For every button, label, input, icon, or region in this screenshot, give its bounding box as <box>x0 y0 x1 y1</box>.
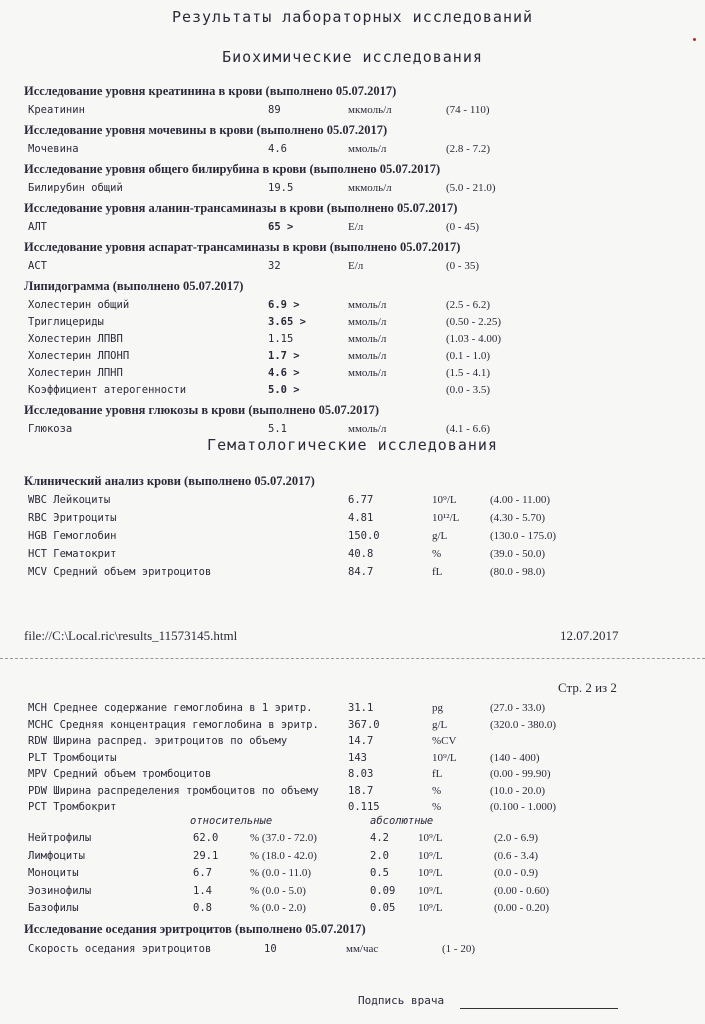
test-reference: (1.5 - 4.1) <box>446 367 490 379</box>
test-value: 31.1 <box>348 702 374 714</box>
cell-name: Нейтрофилы <box>28 832 92 844</box>
result-row <box>28 367 678 383</box>
test-name: MCV Средний объем эритроцитов <box>28 566 212 578</box>
test-group-title: Исследование уровня мочевины в крови (выполнено 05.07.2017) <box>24 123 388 137</box>
test-value: 40.8 <box>348 548 374 560</box>
test-reference: (1.03 - 4.00) <box>446 333 501 345</box>
test-group-title: Исследование уровня глюкозы в крови (выполнено 05.07.2017) <box>24 403 380 417</box>
test-value: 84.7 <box>348 566 374 578</box>
test-value: 14.7 <box>348 735 374 747</box>
test-unit: 10¹²/L <box>432 512 460 524</box>
test-value: 367.0 <box>348 718 380 731</box>
test-name: Коэффициент атерогенности <box>28 384 187 396</box>
test-unit: ммоль/л <box>348 316 387 328</box>
test-unit: fL <box>432 566 443 578</box>
result-row <box>28 735 678 753</box>
test-name: Скорость оседания эритроцитов <box>28 943 212 955</box>
test-reference: (130.0 - 175.0) <box>490 530 556 542</box>
test-name: Билирубин общий <box>28 182 123 194</box>
absolute-value: 0.5 <box>370 867 389 879</box>
file-path: file://C:\Local.ric\results_11573145.html <box>24 628 238 643</box>
absolute-reference: (0.00 - 0.20) <box>494 902 549 914</box>
relative-reference: % (0.0 - 2.0) <box>250 902 306 914</box>
test-reference: (0.0 - 3.5) <box>446 384 490 396</box>
cell-name: Эозинофилы <box>28 884 92 897</box>
test-group-title: Липидограмма (выполнено 05.07.2017) <box>24 279 244 293</box>
test-value: 143 <box>348 751 367 764</box>
hemato-heading: Гематологические исследования <box>207 436 498 454</box>
test-reference: (4.00 - 11.00) <box>490 494 551 506</box>
test-value: 6.9 > <box>268 299 300 311</box>
relative-value: 0.8 <box>193 902 212 914</box>
test-value: 3.65 > <box>268 316 306 328</box>
test-name: WBC Лейкоциты <box>28 494 111 506</box>
relative-value: 1.4 <box>193 884 212 897</box>
test-unit: %CV <box>432 735 457 747</box>
test-reference: (320.0 - 380.0) <box>490 718 556 731</box>
test-unit: мм/час <box>346 943 379 955</box>
page-break <box>0 658 705 659</box>
test-value: 8.03 <box>348 768 374 780</box>
test-reference: (2.8 - 7.2) <box>446 143 490 155</box>
test-reference: (39.0 - 50.0) <box>490 548 545 560</box>
result-row <box>28 316 678 332</box>
test-value: 4.6 <box>268 143 287 155</box>
page-number: Стр. 2 из 2 <box>558 680 617 695</box>
test-unit: мкмоль/л <box>348 104 392 116</box>
test-value: 5.0 > <box>268 384 300 396</box>
result-row <box>28 548 678 566</box>
cell-name: Моноциты <box>28 867 79 879</box>
relative-reference: % (0.0 - 5.0) <box>250 884 306 897</box>
biochem-heading: Биохимические исследования <box>222 48 483 66</box>
test-name: Холестерин ЛПОНП <box>28 350 130 362</box>
test-unit: g/L <box>432 530 448 542</box>
result-row <box>28 350 678 366</box>
signature-line <box>460 1008 618 1009</box>
print-date: 12.07.2017 <box>560 628 619 643</box>
result-row <box>28 530 678 548</box>
test-name: Холестерин общий <box>28 299 130 311</box>
test-reference: (0 - 45) <box>446 221 479 233</box>
test-reference: (27.0 - 33.0) <box>490 702 545 714</box>
test-unit: Е/л <box>348 221 364 233</box>
test-unit: % <box>432 801 442 813</box>
result-row <box>28 221 678 237</box>
relative-value: 6.7 <box>193 867 212 879</box>
test-name: Холестерин ЛПВП <box>28 333 123 345</box>
test-reference: (10.0 - 20.0) <box>490 784 545 797</box>
leukocyte-row <box>28 885 678 903</box>
esr-group-title: Исследование оседания эритроцитов (выполнено 05.07.2017) <box>24 922 366 936</box>
test-name: MPV Средний объем тромбоцитов <box>28 768 212 780</box>
test-unit: ммоль/л <box>348 143 387 155</box>
result-row <box>28 143 678 159</box>
test-reference: (1 - 20) <box>442 943 475 955</box>
result-row <box>28 702 678 720</box>
signature-label: Подпись врача <box>358 994 445 1007</box>
absolute-unit: 10⁹/L <box>418 902 443 914</box>
test-value: 6.77 <box>348 494 374 506</box>
test-reference: (4.30 - 5.70) <box>490 512 545 524</box>
test-unit: 10⁹/L <box>432 494 457 506</box>
test-name: Триглицериды <box>28 316 104 328</box>
test-value: 4.6 > <box>268 367 300 379</box>
page-title: Результаты лабораторных исследований <box>171 8 534 26</box>
test-value: 89 <box>268 104 281 116</box>
test-name: HGB Гемоглобин <box>28 530 117 542</box>
absolute-value: 0.09 <box>370 884 396 897</box>
test-value: 4.81 <box>348 512 374 524</box>
test-reference: (74 - 110) <box>446 104 490 116</box>
esr-row <box>28 943 678 959</box>
test-unit: Е/л <box>348 260 364 272</box>
relative-reference: % (0.0 - 11.0) <box>250 867 311 879</box>
test-group-title: Исследование уровня общего билирубина в крови (выполнено 05.07.2017) <box>24 162 441 176</box>
test-unit: pg <box>432 702 443 714</box>
test-group-title: Исследование уровня аланин-трансаминазы в крови (выполнено 05.07.2017) <box>24 201 458 215</box>
ink-mark <box>693 38 696 41</box>
result-row <box>28 768 678 786</box>
test-reference: (2.5 - 6.2) <box>446 299 490 311</box>
test-reference: (140 - 400) <box>490 751 540 764</box>
test-unit: ммоль/л <box>348 350 387 362</box>
test-value: 65 > <box>268 221 294 233</box>
test-unit: ммоль/л <box>348 423 387 435</box>
absolute-value: 0.05 <box>370 902 396 914</box>
relative-value: 29.1 <box>193 849 219 862</box>
test-group-title: Исследование уровня креатинина в крови (выполнено 05.07.2017) <box>24 84 397 98</box>
test-unit: ммоль/л <box>348 333 387 345</box>
test-unit: ммоль/л <box>348 299 387 311</box>
absolute-header: абсолютные <box>370 815 434 827</box>
cell-name: Базофилы <box>28 902 79 914</box>
absolute-unit: 10⁹/L <box>418 849 443 862</box>
leukocyte-row <box>28 832 678 850</box>
relative-reference: % (18.0 - 42.0) <box>250 849 317 862</box>
test-reference: (5.0 - 21.0) <box>446 182 496 194</box>
test-value: 1.7 > <box>268 350 300 362</box>
absolute-reference: (0.0 - 0.9) <box>494 867 538 879</box>
test-name: MCH Среднее содержание гемоглобина в 1 эритр. <box>28 702 313 714</box>
absolute-unit: 10⁹/L <box>418 884 443 897</box>
absolute-unit: 10⁹/L <box>418 832 443 844</box>
test-unit: мкмоль/л <box>348 182 392 194</box>
test-reference: (0 - 35) <box>446 260 479 272</box>
result-row <box>28 494 678 512</box>
relative-reference: % (37.0 - 72.0) <box>250 832 317 844</box>
test-name: Глюкоза <box>28 423 73 435</box>
result-row <box>28 333 678 349</box>
test-value: 32 <box>268 260 281 272</box>
test-name: Креатинин <box>28 104 85 116</box>
leukocyte-row <box>28 850 678 868</box>
test-reference: (0.00 - 99.90) <box>490 768 551 780</box>
test-name: PLT Тромбоциты <box>28 751 117 764</box>
test-name: RDW Ширина распред. эритроцитов по объему <box>28 735 288 747</box>
test-name: Холестерин ЛПНП <box>28 367 123 379</box>
result-row <box>28 512 678 530</box>
absolute-value: 4.2 <box>370 832 389 844</box>
test-name: АСТ <box>28 260 47 272</box>
test-value: 18.7 <box>348 784 374 797</box>
result-row <box>28 104 678 120</box>
test-name: PDW Ширина распределения тромбоцитов по объему <box>28 784 319 797</box>
result-row <box>28 182 678 198</box>
test-name: PCT Тромбокрит <box>28 801 117 813</box>
absolute-reference: (2.0 - 6.9) <box>494 832 538 844</box>
test-value: 150.0 <box>348 530 380 542</box>
cell-name: Лимфоциты <box>28 849 85 862</box>
test-name: Мочевина <box>28 143 79 155</box>
test-unit: % <box>432 784 442 797</box>
test-reference: (4.1 - 6.6) <box>446 423 490 435</box>
test-reference: (80.0 - 98.0) <box>490 566 545 578</box>
test-value: 0.115 <box>348 801 380 813</box>
result-row <box>28 260 678 276</box>
test-reference: (0.1 - 1.0) <box>446 350 490 362</box>
test-unit: % <box>432 548 442 560</box>
result-row <box>28 719 678 737</box>
result-row <box>28 785 678 803</box>
test-value: 1.15 <box>268 333 294 345</box>
test-name: АЛТ <box>28 221 47 233</box>
test-value: 5.1 <box>268 423 287 435</box>
test-unit: g/L <box>432 718 448 731</box>
result-row <box>28 384 678 400</box>
leukocyte-row <box>28 867 678 885</box>
relative-header: относительные <box>190 815 273 827</box>
result-row <box>28 299 678 315</box>
test-name: MCHC Средняя концентрация гемоглобина в эритр. <box>28 718 319 731</box>
test-reference: (0.100 - 1.000) <box>490 801 556 813</box>
test-unit: fL <box>432 768 443 780</box>
test-value: 19.5 <box>268 182 294 194</box>
test-unit: 10⁹/L <box>432 751 457 764</box>
test-value: 10 <box>264 943 277 955</box>
absolute-value: 2.0 <box>370 849 389 862</box>
result-row <box>28 801 678 819</box>
test-name: RBC Эритроциты <box>28 512 117 524</box>
test-reference: (0.50 - 2.25) <box>446 316 501 328</box>
result-row <box>28 752 678 770</box>
test-unit: ммоль/л <box>348 367 387 379</box>
test-group-title: Исследование уровня аспарат-трансаминазы в крови (выполнено 05.07.2017) <box>24 240 461 254</box>
cbc-group-title: Клинический анализ крови (выполнено 05.07.2017) <box>24 474 315 488</box>
leukocyte-row <box>28 902 678 920</box>
absolute-reference: (0.00 - 0.60) <box>494 884 549 897</box>
absolute-unit: 10⁹/L <box>418 867 443 879</box>
test-name: HCT Гематокрит <box>28 548 117 560</box>
relative-value: 62.0 <box>193 832 219 844</box>
result-row <box>28 566 678 584</box>
absolute-reference: (0.6 - 3.4) <box>494 849 538 862</box>
